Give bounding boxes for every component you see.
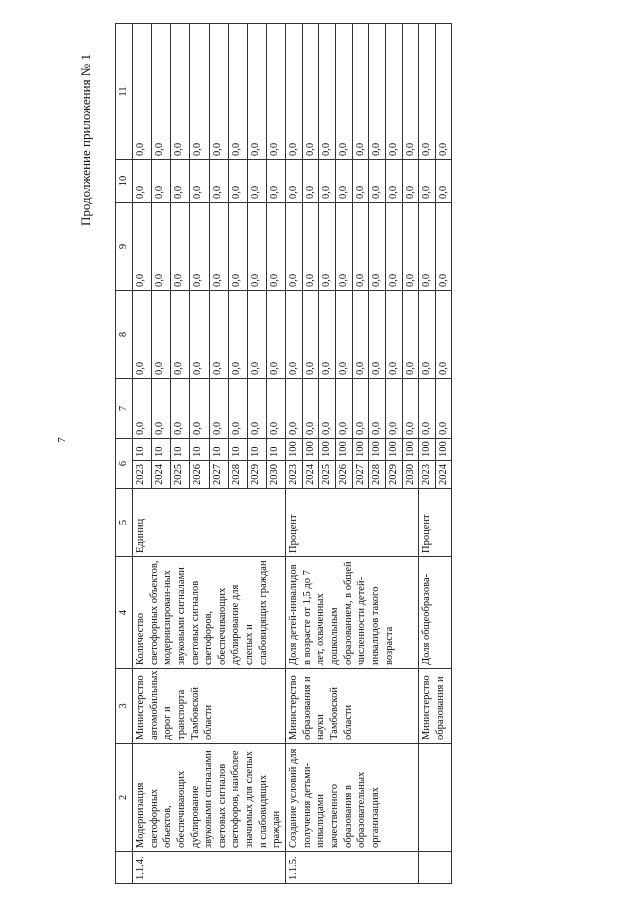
target-value-cell: 10 <box>209 439 228 461</box>
year-cell: 2029 <box>247 461 266 489</box>
funding-cell-9: 0,0 <box>266 203 285 291</box>
target-value-cell: 100 <box>352 439 369 461</box>
target-value-cell: 10 <box>190 439 209 461</box>
funding-cell-11: 0,0 <box>171 24 190 160</box>
appendix-continuation-caption: Продолжение приложения № 1 <box>78 54 93 226</box>
funding-cell-7: 0,0 <box>369 379 386 439</box>
unit-cell: Процент <box>419 489 452 557</box>
unit-cell: Процент <box>286 489 419 557</box>
funding-cell-10: 0,0 <box>133 160 152 203</box>
funding-cell-8: 0,0 <box>171 291 190 379</box>
column-header-4: 4 <box>116 557 133 669</box>
funding-cell-10: 0,0 <box>319 160 336 203</box>
funding-cell-7: 0,0 <box>402 379 419 439</box>
funding-cell-9: 0,0 <box>133 203 152 291</box>
funding-cell-8: 0,0 <box>209 291 228 379</box>
year-cell: 2028 <box>228 461 247 489</box>
funding-cell-8: 0,0 <box>152 291 171 379</box>
funding-cell-10: 0,0 <box>369 160 386 203</box>
target-value-cell: 100 <box>369 439 386 461</box>
target-value-cell: 100 <box>385 439 402 461</box>
funding-cell-7: 0,0 <box>133 379 152 439</box>
column-header-8: 8 <box>116 291 133 379</box>
funding-cell-10: 0,0 <box>190 160 209 203</box>
funding-cell-8: 0,0 <box>133 291 152 379</box>
funding-cell-7: 0,0 <box>319 379 336 439</box>
funding-cell-7: 0,0 <box>302 379 319 439</box>
funding-cell-7: 0,0 <box>228 379 247 439</box>
funding-cell-11: 0,0 <box>302 24 319 160</box>
measure-name-cell <box>419 744 452 852</box>
funding-cell-8: 0,0 <box>435 291 452 379</box>
column-header-3: 3 <box>116 669 133 744</box>
funding-cell-9: 0,0 <box>335 203 352 291</box>
target-value-cell: 10 <box>133 439 152 461</box>
funding-cell-8: 0,0 <box>228 291 247 379</box>
column-header-10: 10 <box>116 160 133 203</box>
measure-number-cell: 1.1.4. <box>133 852 286 884</box>
funding-cell-9: 0,0 <box>286 203 303 291</box>
year-cell: 2029 <box>385 461 402 489</box>
funding-cell-8: 0,0 <box>302 291 319 379</box>
funding-cell-10: 0,0 <box>402 160 419 203</box>
funding-cell-9: 0,0 <box>435 203 452 291</box>
measures-table <box>115 23 452 884</box>
target-value-cell: 10 <box>266 439 285 461</box>
column-header-6: 6 <box>116 439 133 489</box>
funding-cell-9: 0,0 <box>419 203 436 291</box>
funding-cell-9: 0,0 <box>352 203 369 291</box>
year-cell: 2023 <box>133 461 152 489</box>
indicator-cell: Доля общеобразова- <box>419 557 452 669</box>
funding-cell-9: 0,0 <box>369 203 386 291</box>
funding-cell-7: 0,0 <box>435 379 452 439</box>
funding-cell-11: 0,0 <box>352 24 369 160</box>
funding-cell-11: 0,0 <box>335 24 352 160</box>
funding-cell-8: 0,0 <box>352 291 369 379</box>
target-value-cell: 100 <box>319 439 336 461</box>
year-cell: 2026 <box>335 461 352 489</box>
funding-cell-10: 0,0 <box>209 160 228 203</box>
funding-cell-9: 0,0 <box>302 203 319 291</box>
funding-cell-8: 0,0 <box>419 291 436 379</box>
target-value-cell: 100 <box>302 439 319 461</box>
funding-cell-11: 0,0 <box>419 24 436 160</box>
funding-cell-9: 0,0 <box>190 203 209 291</box>
funding-cell-10: 0,0 <box>286 160 303 203</box>
funding-cell-7: 0,0 <box>266 379 285 439</box>
funding-cell-11: 0,0 <box>247 24 266 160</box>
funding-cell-8: 0,0 <box>402 291 419 379</box>
funding-cell-10: 0,0 <box>247 160 266 203</box>
year-cell: 2028 <box>369 461 386 489</box>
measure-name-cell: Создание условий для получения детьми-инвалидами качественного образования в образовательных организациях <box>286 744 419 852</box>
funding-cell-11: 0,0 <box>402 24 419 160</box>
funding-cell-9: 0,0 <box>152 203 171 291</box>
funding-cell-10: 0,0 <box>152 160 171 203</box>
funding-cell-10: 0,0 <box>419 160 436 203</box>
measure-number-cell <box>419 852 452 884</box>
year-cell: 2026 <box>190 461 209 489</box>
year-cell: 2030 <box>402 461 419 489</box>
funding-cell-11: 0,0 <box>152 24 171 160</box>
year-cell: 2023 <box>419 461 436 489</box>
funding-cell-8: 0,0 <box>266 291 285 379</box>
table-row <box>419 24 436 884</box>
year-cell: 2024 <box>435 461 452 489</box>
column-number-row <box>116 24 133 884</box>
funding-cell-11: 0,0 <box>209 24 228 160</box>
column-header-9: 9 <box>116 203 133 291</box>
column-header-11: 11 <box>116 24 133 160</box>
column-header-7: 7 <box>116 379 133 439</box>
funding-cell-9: 0,0 <box>319 203 336 291</box>
year-cell: 2024 <box>302 461 319 489</box>
funding-cell-8: 0,0 <box>385 291 402 379</box>
funding-cell-9: 0,0 <box>385 203 402 291</box>
funding-cell-9: 0,0 <box>228 203 247 291</box>
measure-number-cell: 1.1.5. <box>286 852 419 884</box>
funding-cell-10: 0,0 <box>385 160 402 203</box>
funding-cell-9: 0,0 <box>209 203 228 291</box>
year-cell: 2025 <box>171 461 190 489</box>
funding-cell-11: 0,0 <box>385 24 402 160</box>
funding-cell-7: 0,0 <box>419 379 436 439</box>
year-cell: 2027 <box>209 461 228 489</box>
funding-cell-8: 0,0 <box>335 291 352 379</box>
year-cell: 2025 <box>319 461 336 489</box>
funding-cell-7: 0,0 <box>247 379 266 439</box>
funding-cell-8: 0,0 <box>286 291 303 379</box>
target-value-cell: 10 <box>171 439 190 461</box>
funding-cell-7: 0,0 <box>209 379 228 439</box>
target-value-cell: 100 <box>286 439 303 461</box>
funding-cell-10: 0,0 <box>228 160 247 203</box>
column-header-1 <box>116 852 133 884</box>
funding-cell-7: 0,0 <box>286 379 303 439</box>
funding-cell-11: 0,0 <box>286 24 303 160</box>
funding-cell-11: 0,0 <box>228 24 247 160</box>
year-cell: 2027 <box>352 461 369 489</box>
funding-cell-8: 0,0 <box>319 291 336 379</box>
year-cell: 2023 <box>286 461 303 489</box>
target-value-cell: 100 <box>335 439 352 461</box>
year-cell: 2030 <box>266 461 285 489</box>
executor-cell: Министерство образования и <box>419 669 452 744</box>
funding-cell-11: 0,0 <box>266 24 285 160</box>
target-value-cell: 100 <box>402 439 419 461</box>
funding-cell-9: 0,0 <box>171 203 190 291</box>
funding-cell-10: 0,0 <box>266 160 285 203</box>
column-header-5: 5 <box>116 489 133 557</box>
target-value-cell: 100 <box>419 439 436 461</box>
table-row <box>286 24 303 884</box>
funding-cell-10: 0,0 <box>171 160 190 203</box>
funding-cell-7: 0,0 <box>385 379 402 439</box>
funding-cell-10: 0,0 <box>435 160 452 203</box>
target-value-cell: 10 <box>228 439 247 461</box>
target-value-cell: 10 <box>152 439 171 461</box>
funding-cell-10: 0,0 <box>352 160 369 203</box>
table-row <box>133 24 152 884</box>
year-cell: 2024 <box>152 461 171 489</box>
measure-name-cell: Модернизация светофорных объектов, обеспечивающих дублирование звуковыми сигналами световых сигналов светофоров, наиболее значимых для слепых и слабовидящих граждан <box>133 744 286 852</box>
funding-cell-7: 0,0 <box>335 379 352 439</box>
funding-cell-11: 0,0 <box>435 24 452 160</box>
funding-cell-7: 0,0 <box>352 379 369 439</box>
executor-cell: Министерство образования и науки Тамбовской области <box>286 669 419 744</box>
funding-cell-10: 0,0 <box>302 160 319 203</box>
funding-cell-7: 0,0 <box>190 379 209 439</box>
column-header-2: 2 <box>116 744 133 852</box>
funding-cell-7: 0,0 <box>171 379 190 439</box>
target-value-cell: 100 <box>435 439 452 461</box>
funding-cell-9: 0,0 <box>247 203 266 291</box>
funding-cell-7: 0,0 <box>152 379 171 439</box>
indicator-cell: Доля детей-инвалидов в возрасте от 1,5 до 7 лет, охваченных дошкольным образованием, в общей численности детей-инвалидов такого возраста <box>286 557 419 669</box>
funding-cell-11: 0,0 <box>369 24 386 160</box>
funding-cell-11: 0,0 <box>190 24 209 160</box>
funding-cell-9: 0,0 <box>402 203 419 291</box>
executor-cell: Министерство автомобильных дорог и транспорта Тамбовской области <box>133 669 286 744</box>
funding-cell-11: 0,0 <box>319 24 336 160</box>
funding-cell-8: 0,0 <box>369 291 386 379</box>
indicator-cell: Количество светофорных объектов, модернизирован-ных звуковыми сигналами световых сигналов светофоров, обеспечивающих дублирование для слепых и слабовидящих граждан <box>133 557 286 669</box>
funding-cell-8: 0,0 <box>190 291 209 379</box>
page-number: 7 <box>56 437 68 443</box>
funding-cell-10: 0,0 <box>335 160 352 203</box>
rotated-table-area <box>115 24 575 884</box>
funding-cell-11: 0,0 <box>133 24 152 160</box>
unit-cell: Единиц <box>133 489 286 557</box>
target-value-cell: 10 <box>247 439 266 461</box>
funding-cell-8: 0,0 <box>247 291 266 379</box>
